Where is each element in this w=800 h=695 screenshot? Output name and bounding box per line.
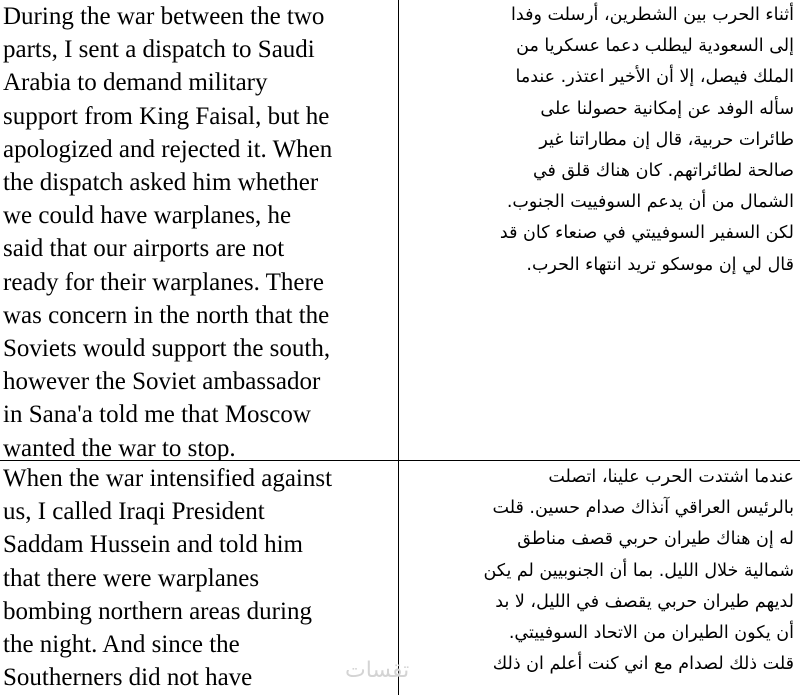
text-line: us, I called Iraqi President [3, 498, 265, 526]
text-line: أثناء الحرب بين الشطرين، أرسلت وفدا [511, 5, 794, 25]
text-line: الملك فيصل، إلا أن الأخير اعتذر. عندما [515, 67, 794, 88]
text-line: لكن السفير السوفييتي في صنعاء كان قد [499, 223, 794, 244]
row-1-english-cell [0, 0, 398, 460]
watermark: تقسات [345, 658, 410, 683]
text-line: Saddam Hussein and told him [3, 531, 303, 559]
text-line: قال لي إن موسكو تريد انتهاء الحرب. [526, 254, 794, 275]
text-line: however the Soviet ambassador [3, 368, 321, 396]
text-line: الشمال من أن يدعم السوفييت الجنوب. [506, 192, 794, 213]
text-line: شمالية خلال الليل. بما أن الجنوبيين لم يكن [483, 560, 794, 581]
text-line: Soviets would support the south, [3, 335, 331, 363]
text-line: قلت ذلك لصدام مع اني كنت أعلم ان ذلك [492, 654, 794, 675]
text-line: صالحة لطائراتهم. كان هناك قلق في [532, 161, 794, 182]
text-line: we could have warplanes, he [3, 202, 292, 230]
text-line: that there were warplanes [3, 564, 260, 592]
text-line: parts, I sent a dispatch to Saudi [3, 36, 315, 64]
text-line: بالرئيس العراقي آنذاك صدام حسين. قلت [492, 498, 794, 519]
text-line: During the war between the two [3, 3, 325, 30]
text-line: ready for their warplanes. There [3, 268, 324, 296]
text-line: support from King Faisal, but he [3, 102, 330, 130]
text-line: طائرات حربية، قال إن مطاراتنا غير [539, 129, 794, 150]
text-line: أن يكون الطيران من الاتحاد السوفييتي. [508, 623, 794, 644]
text-line: عندما اشتدت الحرب علينا، اتصلت [548, 467, 794, 487]
text-line: إلى السعودية ليطلب دعما عسكريا من [516, 36, 794, 57]
text-line: لديهم طيران حربي يقصف في الليل، لا بد [495, 591, 794, 612]
row-1-arabic-cell [399, 0, 800, 460]
text-line: wanted the war to stop. [3, 434, 236, 460]
text-line: the night. And since the [3, 631, 240, 659]
text-line: said that our airports are not [3, 235, 285, 263]
text-line: the dispatch asked him whether [3, 169, 319, 197]
text-line: bombing northern areas during [3, 597, 312, 625]
text-line: was concern in the north that the [3, 301, 330, 329]
text-line: When the war intensified against [3, 465, 333, 492]
row-divider [0, 460, 800, 461]
text-line: apologized and rejected it. When [3, 135, 333, 163]
row-2-arabic-cell [399, 462, 800, 695]
text-line: له إن هناك طيران حربي قصف مناطق [517, 529, 794, 550]
text-line: Arabia to demand military [3, 69, 268, 97]
text-line: in Sana'a told me that Moscow [3, 401, 311, 429]
text-line: Southerners did not have [3, 664, 253, 692]
row-2-english-cell [0, 462, 398, 695]
text-line: سأله الوفد عن إمكانية حصولنا على [540, 98, 794, 119]
